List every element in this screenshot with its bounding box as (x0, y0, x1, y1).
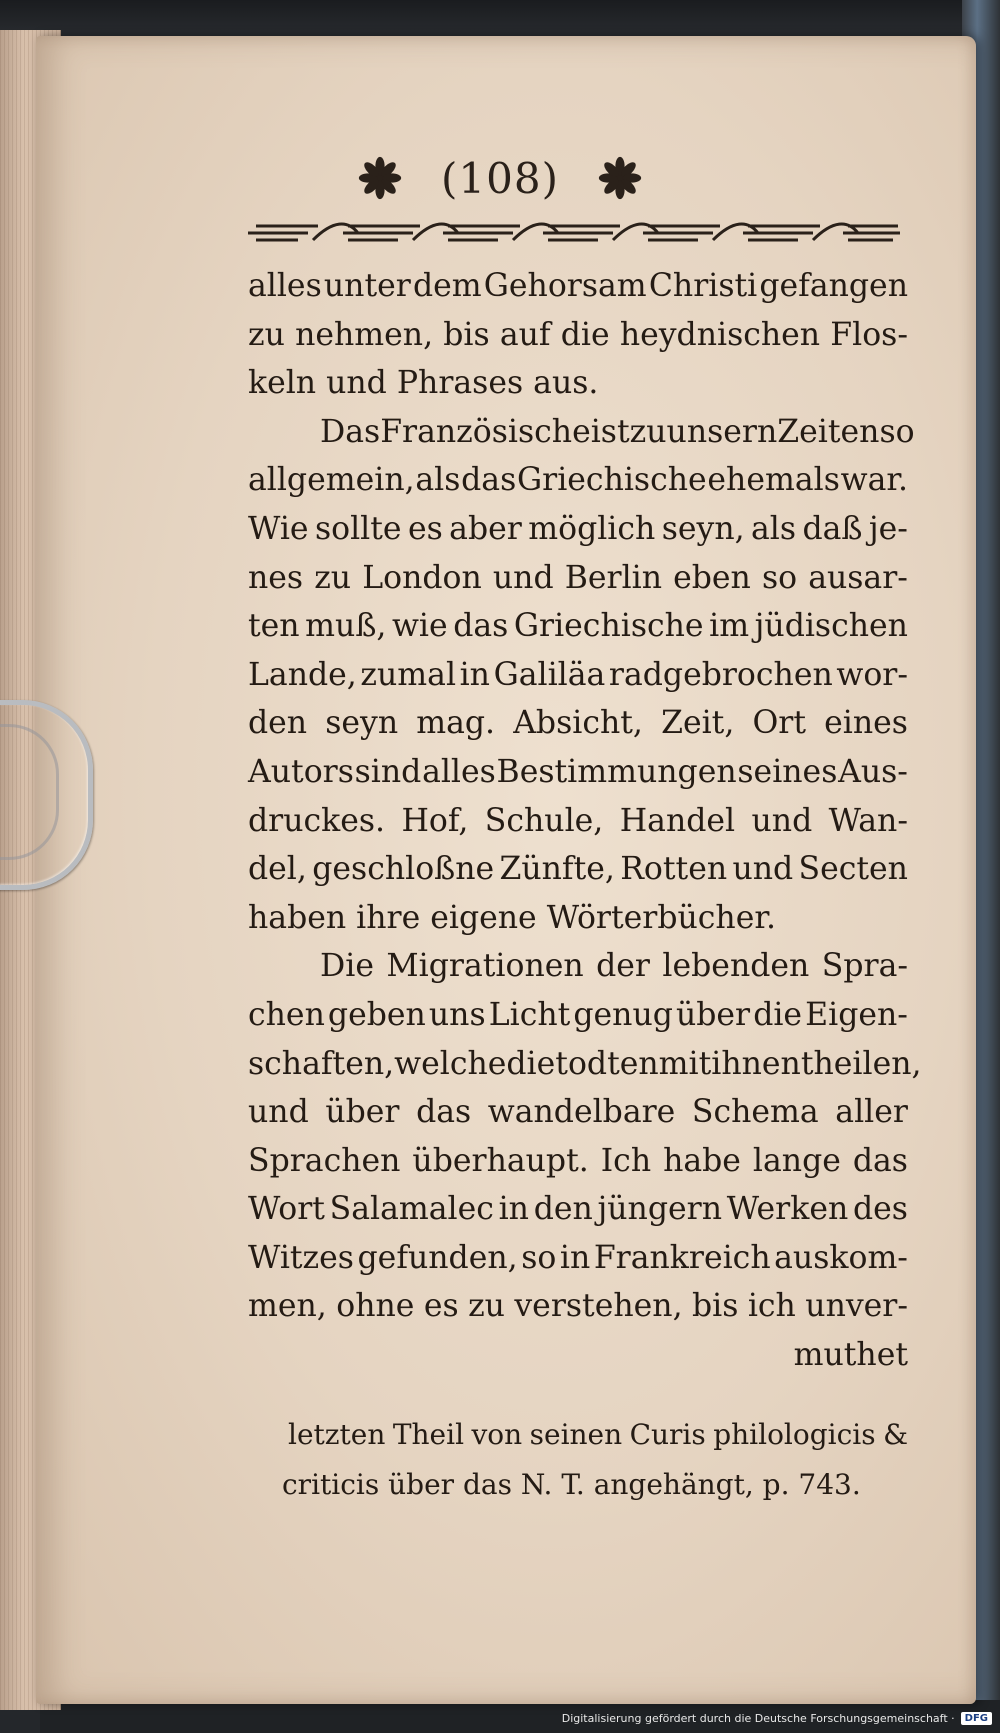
text-line: Wort Salamalec in den jüngern Werken des (248, 1191, 908, 1228)
page-number: (108) (441, 153, 559, 203)
text-line: und über das wandelbare Schema aller (248, 1094, 908, 1131)
text-line: schaften, welche die todten mit ihnen theilen, (248, 1045, 922, 1082)
text-line: chen geben uns Licht genug über die Eigen- (248, 996, 908, 1033)
text-line: Autors sind alles Bestimmungen seines Aus- (248, 753, 908, 790)
page-header (0, 148, 1000, 208)
scan-background-top (0, 0, 1000, 40)
text-line: keln und Phrases aus. (248, 365, 599, 402)
text-line: muthet (793, 1337, 908, 1374)
rosette-ornament-icon (357, 155, 403, 201)
text-line: Das Französische ist zu unsern Zeiten so (320, 413, 915, 450)
text-line: Wie sollte es aber möglich seyn, als daß je- (248, 510, 908, 547)
digitization-credit (562, 1709, 992, 1727)
text-line: haben ihre eigene Wörterbücher. (248, 899, 776, 936)
text-line: allgemein, als das Griechische ehemals war. (248, 462, 908, 499)
text-line: men, ohne es zu verstehen, bis ich unver- (248, 1288, 908, 1325)
dfg-logo: DFG (961, 1712, 992, 1725)
credit-text: Digitalisierung gefördert durch die Deutsche Forschungsgemeinschaft · (561, 1711, 955, 1725)
body-text (248, 262, 922, 1380)
text-line: del, geschloßne Zünfte, Rotten und Secten (248, 851, 908, 888)
footnote-line: letzten Theil von seinen Curis philologicis & (288, 1418, 908, 1451)
text-line: den seyn mag. Absicht, Zeit, Ort eines (248, 705, 908, 742)
footnote-line: criticis über das N. T. angehängt, p. 743. (282, 1468, 861, 1501)
text-line: ten muß, wie das Griechische im jüdischen (248, 608, 908, 645)
text-line: Lande, zumal in Galiläa radgebrochen wor- (248, 656, 908, 693)
text-line: Witzes gefunden, so in Frankreich auskom- (248, 1239, 908, 1276)
text-line: druckes. Hof, Schule, Handel und Wan- (248, 802, 908, 839)
text-line: alles unter dem Gehorsam Christi gefangen (248, 268, 908, 304)
footnote (282, 1410, 908, 1510)
rosette-ornament-icon (597, 155, 643, 201)
text-line: Die Migrationen der lebenden Spra- (320, 948, 908, 985)
decorative-rule-icon (248, 218, 900, 248)
text-line: zu nehmen, bis auf die heydnischen Flos- (248, 316, 908, 353)
text-line: nes zu London und Berlin eben so ausar- (248, 559, 908, 596)
text-line: Sprachen überhaupt. Ich habe lange das (248, 1142, 908, 1179)
